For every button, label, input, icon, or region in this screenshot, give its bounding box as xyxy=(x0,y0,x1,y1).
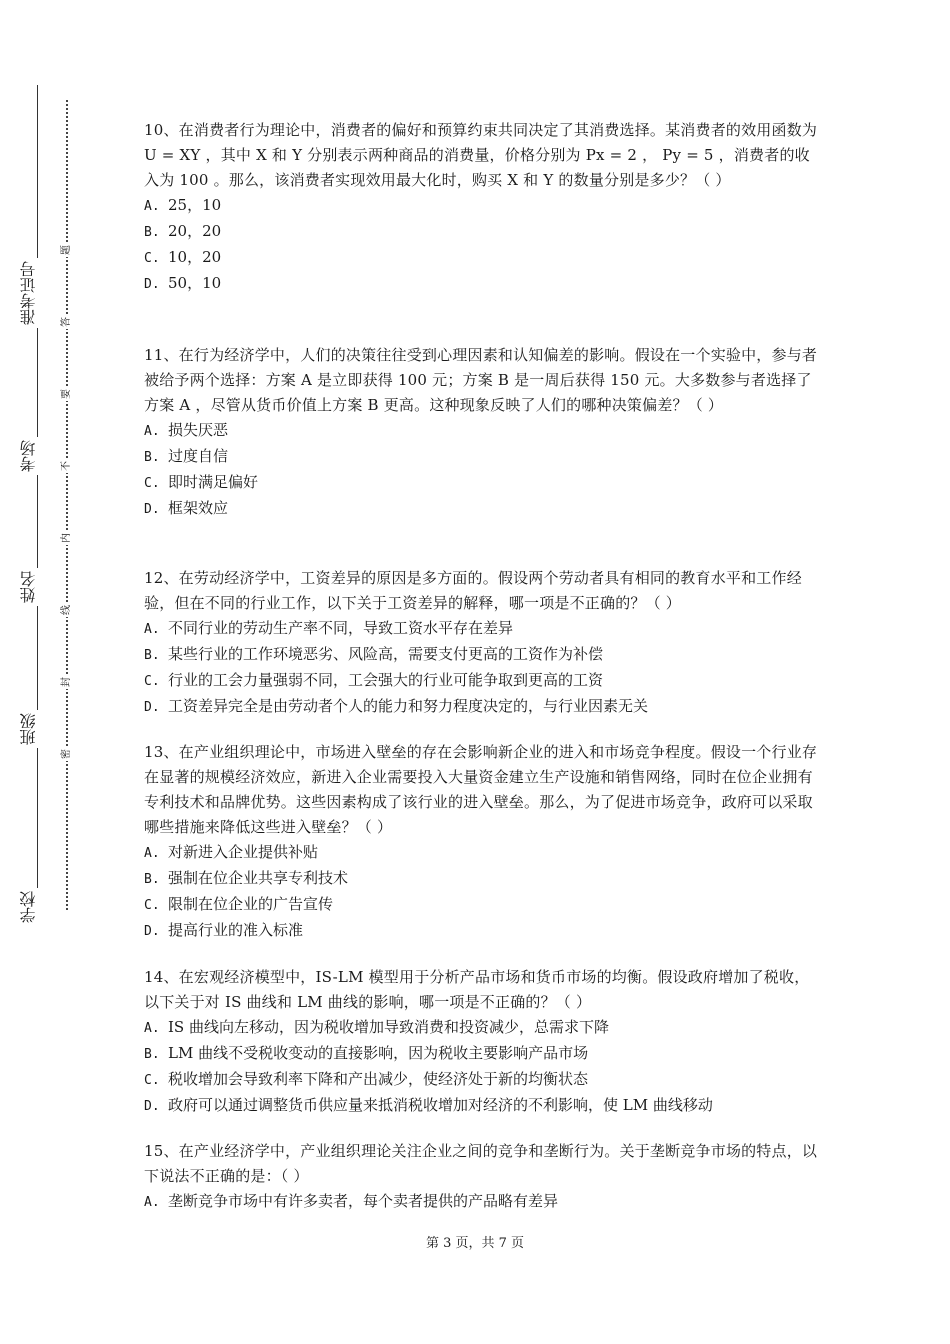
option-text: 行业的工会力量强弱不同，工会强大的行业可能争取到更高的工资 xyxy=(168,671,604,689)
seal-char: 要 xyxy=(61,389,72,399)
question-stem: 10、在消费者行为理论中，消费者的偏好和预算约束共同决定了其消费选择。某消费者的效用函数为 U = XY ，其中 X 和 Y 分别表示两种商品的消费量，价格分别为 Px = 2 ， Py = 5 ，消费者的收入为 100 。那么，该消费者实现效用最大化时，购买 X 和 Y 的数量分别是多少？（ ） xyxy=(144,121,818,189)
option-text: 限制在位企业的广告宣传 xyxy=(168,895,334,913)
option-letter: A. xyxy=(144,424,160,439)
option-letter: B. xyxy=(144,1047,160,1062)
option-d[interactable] xyxy=(144,694,824,720)
option-a[interactable] xyxy=(144,840,824,866)
question-15 xyxy=(144,1139,824,1215)
option-letter: C. xyxy=(144,898,160,913)
option-d[interactable] xyxy=(144,496,824,522)
option-c[interactable] xyxy=(144,245,824,271)
page-number: 第 3 页，共 7 页 xyxy=(425,1236,525,1251)
option-letter: B. xyxy=(144,648,160,663)
seal-char: 答 xyxy=(61,317,72,327)
option-c[interactable] xyxy=(144,668,824,694)
option-letter: D. xyxy=(144,924,160,939)
binding-solid-line xyxy=(37,85,38,920)
option-text: 损失厌恶 xyxy=(168,421,229,439)
option-letter: D. xyxy=(144,502,160,517)
option-letter: D. xyxy=(144,1099,160,1114)
option-text: LM 曲线不受税收变动的直接影响，因为税收主要影响产品市场 xyxy=(168,1044,589,1062)
option-text: 25，10 xyxy=(168,196,222,214)
option-a[interactable] xyxy=(144,418,824,444)
seal-char: 题 xyxy=(61,245,72,255)
question-stem: 14、在宏观经济模型中，IS-LM 模型用于分析产品市场和货币市场的均衡。假设政府增加了税收，以下关于对 IS 曲线和 LM 曲线的影响，哪一项是不正确的？（ ） xyxy=(144,968,810,1011)
option-text: 框架效应 xyxy=(168,499,229,517)
option-letter: A. xyxy=(144,622,160,637)
option-c[interactable] xyxy=(144,1067,824,1093)
option-letter: C. xyxy=(144,674,160,689)
question-14 xyxy=(144,965,824,1119)
option-c[interactable] xyxy=(144,470,824,496)
option-text: 垄断竞争市场中有许多卖者，每个卖者提供的产品略有差异 xyxy=(168,1192,559,1210)
question-stem: 11、在行为经济学中，人们的决策往往受到心理因素和认知偏差的影响。假设在一个实验中，参与者被给予两个选择：方案 A 是立即获得 100 元；方案 B 是一周后获得 150 元。大多数参与者选择了方案 A ，尽管从货币价值上方案 B 更高。这种现象反映了人们的哪种决策偏差？（ ） xyxy=(144,346,818,414)
question-12 xyxy=(144,566,824,720)
option-text: 不同行业的劳动生产率不同，导致工资水平存在差异 xyxy=(168,619,514,637)
option-text: 税收增加会导致利率下降和产出减少，使经济处于新的均衡状态 xyxy=(168,1070,589,1088)
option-text: 提高行业的准入标准 xyxy=(168,921,304,939)
option-text: 某些行业的工作环境恶劣、风险高，需要支付更高的工资作为补偿 xyxy=(168,645,604,663)
question-stem: 15、在产业经济学中，产业组织理论关注企业之间的竞争和垄断行为。关于垄断竞争市场的特点，以下说法不正确的是：（ ） xyxy=(144,1142,818,1185)
question-stem: 13、在产业组织理论中，市场进入壁垒的存在会影响新企业的进入和市场竞争程度。假设一个行业存在显著的规模经济效应，新进入企业需要投入大量资金建立生产设施和销售网络，同时在位企业拥有专利技术和品牌优势。这些因素构成了该行业的进入壁垒。那么，为了促进市场竞争，政府可以采取哪些措施来降低这些进入壁垒？（ ） xyxy=(144,743,818,836)
option-b[interactable] xyxy=(144,444,824,470)
name-label: 姓名 xyxy=(20,568,56,606)
option-text: 工资差异完全是由劳动者个人的能力和努力程度决定的，与行业因素无关 xyxy=(168,697,649,715)
option-letter: A. xyxy=(144,846,160,861)
option-text: IS 曲线向左移动，因为税收增加导致消费和投资减少，总需求下降 xyxy=(168,1018,609,1036)
option-letter: B. xyxy=(144,225,160,240)
option-a[interactable] xyxy=(144,1189,824,1215)
option-letter: C. xyxy=(144,1073,160,1088)
option-d[interactable] xyxy=(144,271,824,297)
option-letter: D. xyxy=(144,700,160,715)
question-stem: 12、在劳动经济学中，工资差异的原因是多方面的。假设两个劳动者具有相同的教育水平和工作经验，但在不同的行业工作，以下关于工资差异的解释，哪一项是不正确的？（ ） xyxy=(144,569,802,612)
option-text: 50，10 xyxy=(168,274,222,292)
class-label: 班级 xyxy=(20,710,56,748)
option-b[interactable] xyxy=(144,642,824,668)
option-b[interactable] xyxy=(144,1041,824,1067)
option-c[interactable] xyxy=(144,892,824,918)
exam-id-label: 准考证号 xyxy=(20,258,56,328)
question-13 xyxy=(144,740,824,944)
option-letter: D. xyxy=(144,277,160,292)
seal-char: 密 xyxy=(61,749,72,759)
option-text: 对新进入企业提供补贴 xyxy=(168,843,319,861)
option-a[interactable] xyxy=(144,193,824,219)
seal-char: 线 xyxy=(61,605,72,615)
option-letter: C. xyxy=(144,251,160,266)
option-d[interactable] xyxy=(144,1093,824,1119)
option-text: 即时满足偏好 xyxy=(168,473,259,491)
option-b[interactable] xyxy=(144,866,824,892)
option-text: 20，20 xyxy=(168,222,222,240)
option-d[interactable] xyxy=(144,918,824,944)
option-text: 过度自信 xyxy=(168,447,229,465)
seal-char: 内 xyxy=(61,533,72,543)
option-text: 10，20 xyxy=(168,248,222,266)
question-10 xyxy=(144,118,824,297)
question-11 xyxy=(144,343,824,522)
binding-dotted-line xyxy=(66,100,68,910)
option-text: 强制在位企业共享专利技术 xyxy=(168,869,349,887)
option-letter: B. xyxy=(144,450,160,465)
option-b[interactable] xyxy=(144,219,824,245)
option-letter: A. xyxy=(144,199,160,214)
option-letter: A. xyxy=(144,1195,160,1210)
option-a[interactable] xyxy=(144,1015,824,1041)
seal-char: 封 xyxy=(61,677,72,687)
seal-char: 不 xyxy=(61,461,72,471)
option-letter: B. xyxy=(144,872,160,887)
option-a[interactable] xyxy=(144,616,824,642)
school-label: 学校 xyxy=(20,888,56,926)
room-label: 考场 xyxy=(20,437,56,475)
option-letter: A. xyxy=(144,1021,160,1036)
option-text: 政府可以通过调整货币供应量来抵消税收增加对经济的不利影响，使 LM 曲线移动 xyxy=(168,1096,713,1114)
option-letter: C. xyxy=(144,476,160,491)
